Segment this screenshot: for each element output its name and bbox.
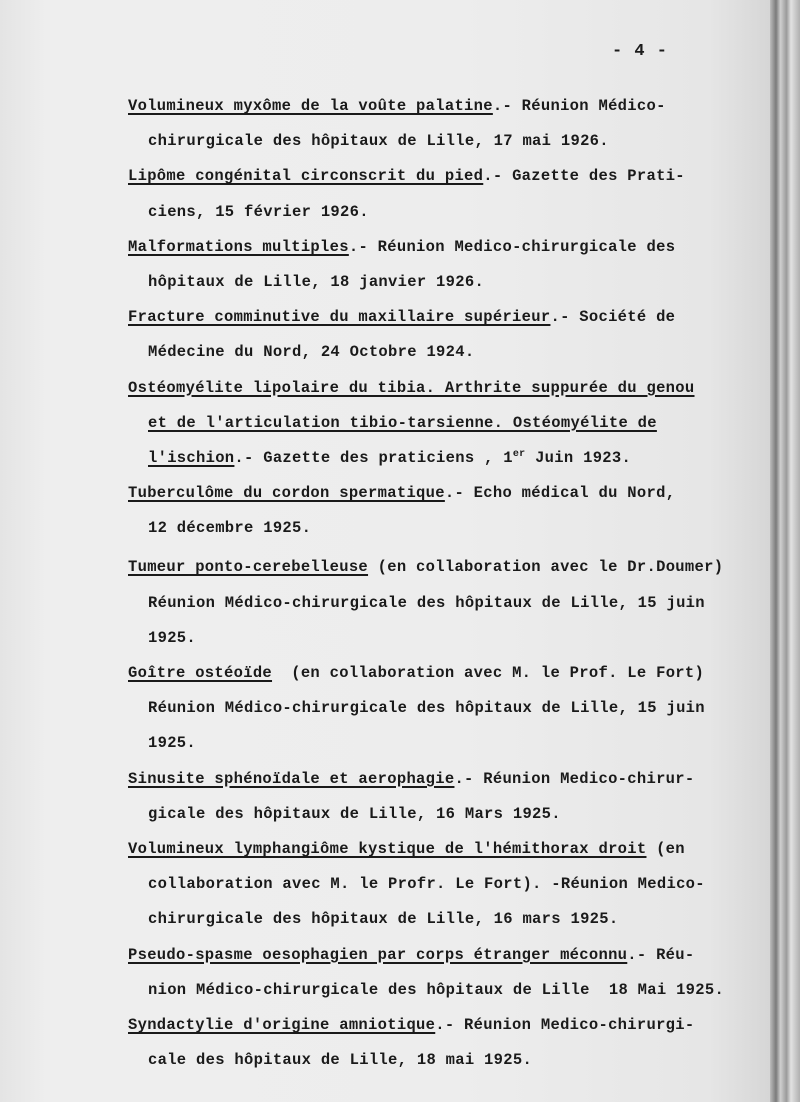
publication-entry [128, 655, 768, 761]
publication-title: Tumeur ponto-cerebelleuse [128, 558, 369, 577]
publication-source: (en collaboration avec M. le Prof. Le Fort) [272, 664, 705, 682]
publication-title-continued: et de l'articulation tibio-tarsienne. Ostéomyélite de [148, 413, 657, 432]
publication-entry [128, 761, 768, 831]
publication-entry [128, 475, 768, 545]
publication-title-continued: l'ischion [148, 448, 235, 467]
publication-title: Volumineux lymphangiôme kystique de l'hémithorax droit [128, 839, 647, 858]
publication-source: .- Echo médical du Nord, [444, 484, 676, 503]
entry-line [128, 1007, 768, 1042]
entry-continuation: ciens, 15 février 1926. [148, 202, 369, 221]
publication-source: .- Réu- [627, 945, 695, 964]
entry-line [128, 440, 768, 475]
entry-line [128, 299, 768, 334]
entry-line [128, 937, 768, 972]
publication-date: Juin 1923. [525, 448, 632, 467]
entry-continuation: Réunion Médico-chirurgicale des hôpitaux de Lille, 15 juin [148, 699, 705, 718]
publication-source: (en [646, 839, 685, 858]
entry-line [128, 655, 768, 690]
ordinal-superscript: er [512, 448, 526, 460]
publication-source: .- Réunion Médico- [492, 97, 666, 115]
publication-title: Ostéomyélite lipolaire du tibia. Arthrite suppurée du genou [128, 378, 695, 397]
publication-title: Fracture comminutive du maxillaire supérieur [128, 308, 551, 327]
entry-line [128, 405, 768, 440]
publication-entry [128, 88, 768, 158]
entry-line [128, 88, 768, 123]
publication-source: .- Réunion Medico-chirurgicale des [348, 237, 676, 256]
publication-source: .- Gazette des Prati- [483, 167, 685, 186]
publication-entry [128, 158, 768, 228]
publication-source: .- Réunion Medico-chirur- [454, 769, 695, 788]
publication-title: Lipôme congénital circonscrit du pied [128, 167, 484, 186]
entry-continuation: Médecine du Nord, 24 Octobre 1924. [148, 343, 475, 362]
publication-entry [128, 937, 768, 1007]
publication-entry [128, 549, 768, 655]
entry-continuation: Réunion Médico-chirurgicale des hôpitaux de Lille, 15 juin [148, 593, 705, 612]
entry-line [128, 229, 768, 264]
publication-source: .- Gazette des praticiens , 1 [234, 448, 513, 467]
book-page-edge [770, 0, 800, 1102]
publication-entry [128, 1007, 768, 1077]
entry-continuation: collaboration avec M. le Profr. Le Fort). -Réunion Medico- [148, 875, 705, 894]
entry-continuation: nion Médico-chirurgicale des hôpitaux de Lille 18 Mai 1925. [148, 980, 725, 999]
entry-continuation: cale des hôpitaux de Lille, 18 mai 1925. [148, 1051, 533, 1070]
publication-entry [128, 370, 768, 476]
entry-line [128, 475, 768, 510]
publication-entry [128, 229, 768, 299]
publication-title: Goître ostéoïde [128, 664, 273, 682]
publication-title: Syndactylie d'origine amniotique [128, 1015, 436, 1034]
publication-title: Pseudo-spasme oesophagien par corps étranger méconnu [128, 945, 628, 964]
page-number: - 4 - [612, 42, 669, 61]
publication-title: Sinusite sphénoïdale et aerophagie [128, 769, 455, 788]
entry-line [128, 761, 768, 796]
entry-continuation: gicale des hôpitaux de Lille, 16 Mars 1925. [148, 804, 561, 823]
entry-continuation: 1925. [148, 734, 197, 753]
publication-entry [128, 831, 768, 937]
entry-line [128, 370, 768, 405]
entry-line [128, 158, 768, 193]
publication-source: .- Société de [550, 308, 676, 327]
publication-source: (en collaboration avec le Dr.Doumer) [368, 558, 724, 577]
publication-entry [128, 299, 768, 369]
entry-continuation: 1925. [148, 628, 197, 647]
publication-source: .- Réunion Medico-chirurgi- [435, 1015, 695, 1034]
entry-line [128, 831, 768, 866]
publication-title: Tuberculôme du cordon spermatique [128, 484, 445, 503]
publication-list [128, 88, 768, 1077]
entry-continuation: chirurgicale des hôpitaux de Lille, 16 mars 1925. [148, 910, 619, 929]
publication-title: Volumineux myxôme de la voûte palatine [128, 97, 493, 115]
entry-continuation: 12 décembre 1925. [148, 519, 312, 538]
entry-continuation: hôpitaux de Lille, 18 janvier 1926. [148, 272, 485, 291]
entry-continuation: chirurgicale des hôpitaux de Lille, 17 mai 1926. [148, 132, 609, 151]
entry-line [128, 549, 768, 584]
publication-title: Malformations multiples [128, 237, 349, 256]
